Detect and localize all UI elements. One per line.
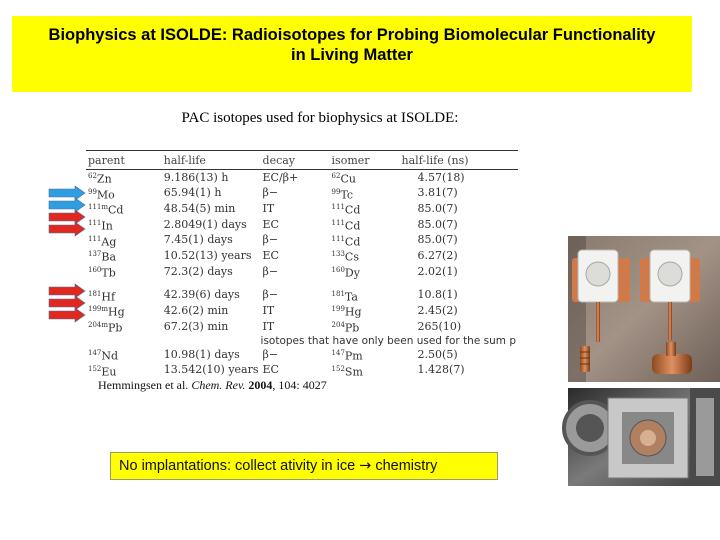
citation	[98, 378, 327, 393]
beamline-chamber-photo	[568, 388, 720, 486]
isomer-symbol: Sm	[344, 365, 363, 379]
title-line-2: in Living Matter	[291, 46, 413, 64]
isomer-symbol: Ta	[344, 290, 358, 304]
parent-symbol: Nd	[101, 349, 119, 363]
table-note: isotopes that have only been used for the sum p	[260, 334, 516, 347]
title-line-1: Biophysics at ISOLDE: Radioisotopes for Probing Biomolecular Functionality	[48, 26, 656, 44]
isomer-symbol: Pm	[344, 349, 363, 363]
cell-decay: EC	[262, 363, 279, 377]
parent-symbol: Pb	[108, 321, 123, 335]
cell-isomer	[330, 170, 400, 186]
right-arrow-icon	[49, 308, 85, 322]
isomer-mass: 204	[331, 320, 345, 329]
isomer-mass: 111	[331, 203, 345, 212]
parent-mass: 137	[88, 250, 102, 259]
table-row	[86, 264, 518, 280]
note-text-before: No implantations: collect ativity in ice	[119, 458, 360, 474]
right-arrow-icon: →	[359, 458, 372, 474]
cell-decay: IT	[262, 202, 275, 216]
cell-parent	[86, 288, 162, 304]
cell-isomer-half-life: 85.0(7)	[417, 233, 458, 247]
cell-isomer	[330, 288, 400, 304]
cell-isomer	[330, 217, 400, 233]
table-spacer-row	[86, 280, 518, 288]
cell-half-life: 42.6(2) min	[163, 304, 229, 318]
parent-mass: 199m	[88, 305, 108, 314]
table-row	[86, 186, 518, 202]
isomer-mass: 111	[331, 218, 345, 227]
cell-decay: EC	[262, 249, 279, 263]
parent-symbol: Hf	[101, 290, 116, 304]
isomer-symbol: Hg	[344, 305, 362, 319]
note-box	[110, 452, 498, 480]
cell-decay: EC	[262, 217, 279, 231]
header-decay: decay	[262, 154, 296, 167]
parent-symbol: Hg	[108, 305, 125, 319]
isomer-symbol: Cd	[344, 219, 361, 233]
cell-isomer	[330, 347, 400, 363]
table-row	[86, 170, 518, 186]
cell-half-life: 9.186(13) h	[163, 170, 229, 184]
sample-holders-image	[568, 236, 720, 382]
isotope-table	[86, 150, 518, 378]
cell-decay: β−	[262, 347, 279, 361]
isomer-mass: 181	[331, 289, 345, 298]
isomer-mass: 133	[331, 250, 345, 259]
table-row	[86, 347, 518, 363]
cell-parent	[86, 347, 162, 363]
table-row	[86, 319, 518, 335]
isomer-mass: 160	[331, 265, 345, 274]
isomer-mass: 99	[331, 187, 341, 196]
isomer-symbol: Pb	[344, 321, 360, 335]
table-note-row	[86, 335, 518, 347]
cell-isomer-half-life: 85.0(7)	[417, 202, 458, 216]
header-half-life: half-life	[163, 154, 206, 167]
right-arrow-icon	[49, 222, 85, 236]
table-caption: PAC isotopes used for biophysics at ISOLDE:	[181, 110, 459, 126]
parent-mass: 62	[88, 172, 97, 180]
cell-decay: IT	[262, 319, 275, 333]
cell-isomer-half-life: 85.0(7)	[417, 217, 458, 231]
note-text-after: chemistry	[371, 458, 438, 474]
isomer-symbol: Cu	[340, 172, 356, 186]
cell-half-life: 2.8049(1) days	[163, 217, 247, 231]
cell-isomer-half-life: 2.45(2)	[417, 304, 458, 318]
citation-journal: Chem. Rev.	[191, 378, 246, 392]
sample-holders-photo	[568, 236, 720, 382]
cell-decay: EC/β+	[262, 170, 299, 184]
cell-parent	[86, 233, 162, 249]
parent-mass: 111m	[88, 203, 108, 212]
cell-half-life: 13.542(10) years	[163, 363, 259, 377]
isomer-mass: 62	[331, 172, 341, 180]
cell-parent	[86, 363, 162, 379]
cell-half-life: 72.3(2) days	[163, 264, 233, 278]
cell-parent	[86, 319, 162, 335]
cell-parent	[86, 248, 162, 264]
parent-mass: 111	[88, 234, 102, 243]
cell-decay: β−	[262, 264, 279, 278]
isomer-symbol: Tc	[340, 188, 354, 202]
isotope-table-container	[86, 150, 518, 379]
cell-isomer-half-life: 6.27(2)	[417, 249, 458, 263]
table-row	[86, 248, 518, 264]
parent-symbol: Cd	[108, 203, 124, 217]
cell-isomer-half-life: 2.02(1)	[417, 264, 458, 278]
parent-mass: 204m	[88, 320, 108, 329]
cell-half-life: 65.94(1) h	[163, 186, 222, 200]
isomer-mass: 152	[331, 364, 345, 373]
parent-mass: 181	[88, 289, 102, 298]
cell-isomer-half-life: 10.8(1)	[417, 288, 458, 302]
isomer-mass: 111	[331, 234, 345, 243]
cell-parent	[86, 201, 162, 217]
slide-title	[12, 16, 692, 92]
parent-mass: 111	[88, 218, 102, 227]
isomer-symbol: Dy	[344, 266, 360, 280]
cell-isomer-half-life: 3.81(7)	[417, 186, 458, 200]
cell-decay: β−	[262, 288, 279, 302]
cell-decay: β−	[262, 233, 279, 247]
cell-half-life: 42.39(6) days	[163, 288, 240, 302]
parent-symbol: Mo	[96, 188, 115, 202]
parent-mass: 152	[88, 364, 102, 373]
isomer-mass: 199	[331, 305, 345, 314]
cell-isomer	[330, 303, 400, 319]
parent-mass: 99	[88, 187, 97, 196]
cell-parent	[86, 217, 162, 233]
parent-symbol: Ba	[101, 250, 117, 264]
isomer-symbol: Cd	[344, 203, 361, 217]
cell-half-life: 7.45(1) days	[163, 233, 233, 247]
table-row	[86, 217, 518, 233]
citation-year: 2004	[248, 378, 273, 392]
cell-isomer-half-life: 4.57(18)	[417, 170, 465, 184]
header-isomer-half-life: half-life (ns)	[401, 154, 469, 167]
cell-isomer	[330, 248, 400, 264]
cell-decay: β−	[262, 186, 279, 200]
cell-isomer-half-life: 1.428(7)	[417, 363, 465, 377]
cell-isomer-half-life: 2.50(5)	[417, 347, 458, 361]
cell-isomer	[330, 201, 400, 217]
cell-isomer	[330, 363, 400, 379]
parent-symbol: Eu	[101, 365, 117, 379]
cell-parent	[86, 303, 162, 319]
isomer-symbol: Cd	[344, 235, 361, 249]
cell-isomer	[330, 233, 400, 249]
cell-half-life: 10.98(1) days	[163, 347, 240, 361]
parent-symbol: Ag	[101, 235, 117, 249]
parent-mass: 160	[88, 265, 102, 274]
parent-symbol: In	[101, 219, 113, 233]
table-row	[86, 303, 518, 319]
header-isomer: isomer	[331, 154, 370, 167]
cell-half-life: 48.54(5) min	[163, 202, 236, 216]
cell-isomer	[330, 186, 400, 202]
table-row	[86, 201, 518, 217]
cell-parent	[86, 264, 162, 280]
table-row	[86, 288, 518, 304]
cell-half-life: 67.2(3) min	[163, 319, 229, 333]
parent-mass: 147	[88, 348, 102, 357]
citation-authors: Hemmingsen et al.	[98, 378, 189, 392]
header-parent: parent	[88, 154, 125, 167]
table-row	[86, 233, 518, 249]
cell-parent	[86, 170, 162, 186]
cell-parent	[86, 186, 162, 202]
table-body	[86, 170, 518, 379]
table-header-row	[86, 151, 518, 170]
cell-half-life: 10.52(13) years	[163, 249, 252, 263]
table-row	[86, 363, 518, 379]
citation-pages: , 104: 4027	[272, 378, 327, 392]
isomer-symbol: Cs	[344, 250, 359, 264]
cell-isomer-half-life: 265(10)	[417, 319, 462, 333]
cell-decay: IT	[262, 304, 275, 318]
parent-symbol: Zn	[96, 172, 112, 186]
isomer-mass: 147	[331, 348, 345, 357]
beamline-chamber-image	[568, 388, 720, 486]
cell-isomer	[330, 264, 400, 280]
cell-isomer	[330, 319, 400, 335]
parent-symbol: Tb	[101, 266, 116, 280]
